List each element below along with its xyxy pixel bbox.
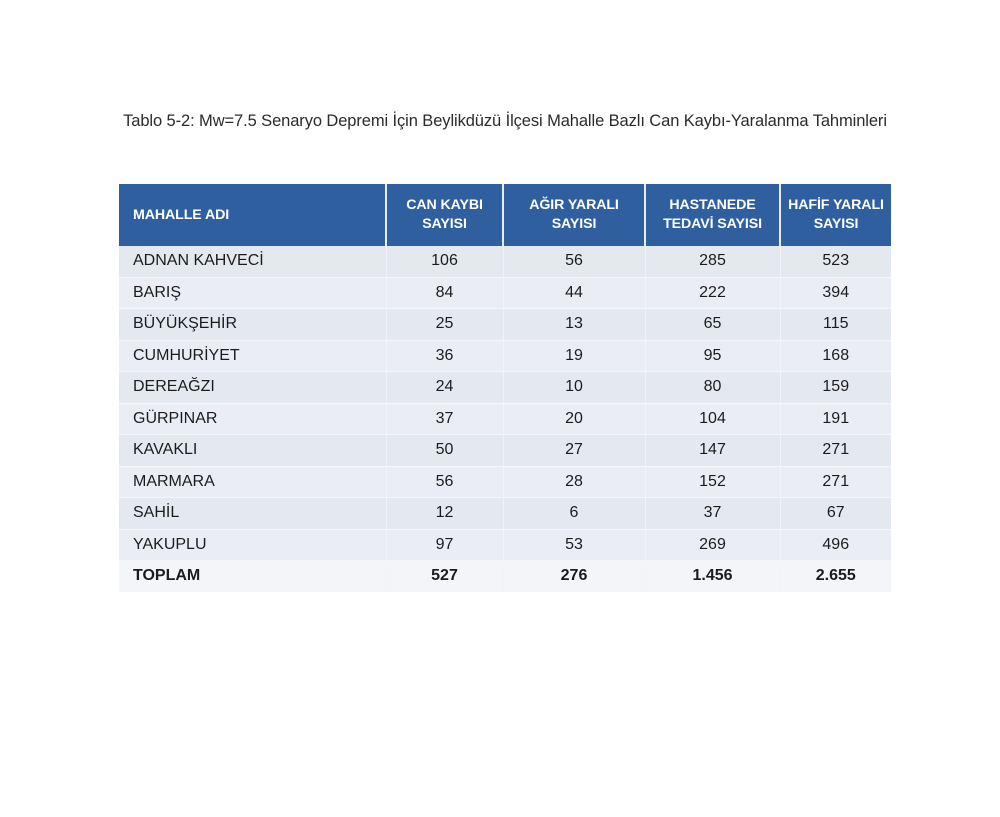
table-row [119, 309, 891, 341]
cell-can-kaybi: 106 [386, 246, 503, 277]
table-caption: Tablo 5-2: Mw=7.5 Senaryo Depremi İçin Beylikdüzü İlçesi Mahalle Bazlı Can Kaybı-Yaralanma Tahminleri [123, 112, 887, 130]
cell-hafif-yarali: 394 [780, 277, 891, 309]
table-total-row [119, 561, 891, 592]
cell-hastanede-tedavi: 285 [645, 246, 780, 277]
table-row [119, 246, 891, 277]
table-row [119, 372, 891, 404]
cell-hafif-yarali: 159 [780, 372, 891, 404]
cell-can-kaybi: 12 [386, 498, 503, 530]
cell-mahalle-adi: BARIŞ [119, 277, 386, 309]
table-row [119, 466, 891, 498]
cell-can-kaybi: 97 [386, 529, 503, 561]
cell-hastanede-tedavi: 80 [645, 372, 780, 404]
table-row [119, 498, 891, 530]
cell-mahalle-adi: YAKUPLU [119, 529, 386, 561]
cell-mahalle-adi: GÜRPINAR [119, 403, 386, 435]
cell-agir-yarali: 28 [503, 466, 645, 498]
column-header-agir-yarali-sayisi: AĞIR YARALI SAYISI [503, 184, 645, 246]
column-header-hafif-yarali-sayisi: HAFİF YARALI SAYISI [780, 184, 891, 246]
table-header-row [119, 184, 891, 246]
cell-hafif-yarali: 523 [780, 246, 891, 277]
cell-agir-yarali: 13 [503, 309, 645, 341]
cell-hafif-yarali: 2.655 [780, 561, 891, 592]
cell-can-kaybi: 50 [386, 435, 503, 467]
cell-can-kaybi: 84 [386, 277, 503, 309]
table-row [119, 403, 891, 435]
cell-mahalle-adi: BÜYÜKŞEHİR [119, 309, 386, 341]
cell-hafif-yarali: 496 [780, 529, 891, 561]
cell-can-kaybi: 25 [386, 309, 503, 341]
cell-can-kaybi: 37 [386, 403, 503, 435]
cell-hafif-yarali: 67 [780, 498, 891, 530]
cell-hastanede-tedavi: 222 [645, 277, 780, 309]
cell-agir-yarali: 44 [503, 277, 645, 309]
casualty-estimates-table [119, 184, 891, 592]
cell-hafif-yarali: 271 [780, 466, 891, 498]
cell-hastanede-tedavi: 1.456 [645, 561, 780, 592]
cell-mahalle-adi: KAVAKLI [119, 435, 386, 467]
cell-hastanede-tedavi: 104 [645, 403, 780, 435]
cell-agir-yarali: 10 [503, 372, 645, 404]
cell-hafif-yarali: 115 [780, 309, 891, 341]
table-row [119, 435, 891, 467]
cell-mahalle-adi: CUMHURİYET [119, 340, 386, 372]
cell-hafif-yarali: 168 [780, 340, 891, 372]
cell-hastanede-tedavi: 147 [645, 435, 780, 467]
table-header [119, 184, 891, 246]
cell-agir-yarali: 276 [503, 561, 645, 592]
column-header-can-kaybi-sayisi: CAN KAYBI SAYISI [386, 184, 503, 246]
table-row [119, 529, 891, 561]
cell-can-kaybi: 36 [386, 340, 503, 372]
cell-mahalle-adi: MARMARA [119, 466, 386, 498]
column-header-hastanede-tedavi-sayisi: HASTANEDE TEDAVİ SAYISI [645, 184, 780, 246]
cell-mahalle-adi: DEREAĞZI [119, 372, 386, 404]
cell-hastanede-tedavi: 65 [645, 309, 780, 341]
cell-hastanede-tedavi: 95 [645, 340, 780, 372]
cell-mahalle-adi: TOPLAM [119, 561, 386, 592]
table-body [119, 246, 891, 592]
cell-can-kaybi: 56 [386, 466, 503, 498]
cell-can-kaybi: 527 [386, 561, 503, 592]
table-row [119, 340, 891, 372]
column-header-mahalle-adi: MAHALLE ADI [119, 184, 386, 246]
cell-agir-yarali: 53 [503, 529, 645, 561]
cell-agir-yarali: 56 [503, 246, 645, 277]
cell-agir-yarali: 6 [503, 498, 645, 530]
cell-hafif-yarali: 191 [780, 403, 891, 435]
cell-hastanede-tedavi: 37 [645, 498, 780, 530]
cell-agir-yarali: 19 [503, 340, 645, 372]
cell-hastanede-tedavi: 269 [645, 529, 780, 561]
cell-agir-yarali: 20 [503, 403, 645, 435]
cell-mahalle-adi: ADNAN KAHVECİ [119, 246, 386, 277]
table-row [119, 277, 891, 309]
cell-agir-yarali: 27 [503, 435, 645, 467]
table-container [119, 184, 891, 592]
cell-hafif-yarali: 271 [780, 435, 891, 467]
cell-can-kaybi: 24 [386, 372, 503, 404]
cell-mahalle-adi: SAHİL [119, 498, 386, 530]
cell-hastanede-tedavi: 152 [645, 466, 780, 498]
